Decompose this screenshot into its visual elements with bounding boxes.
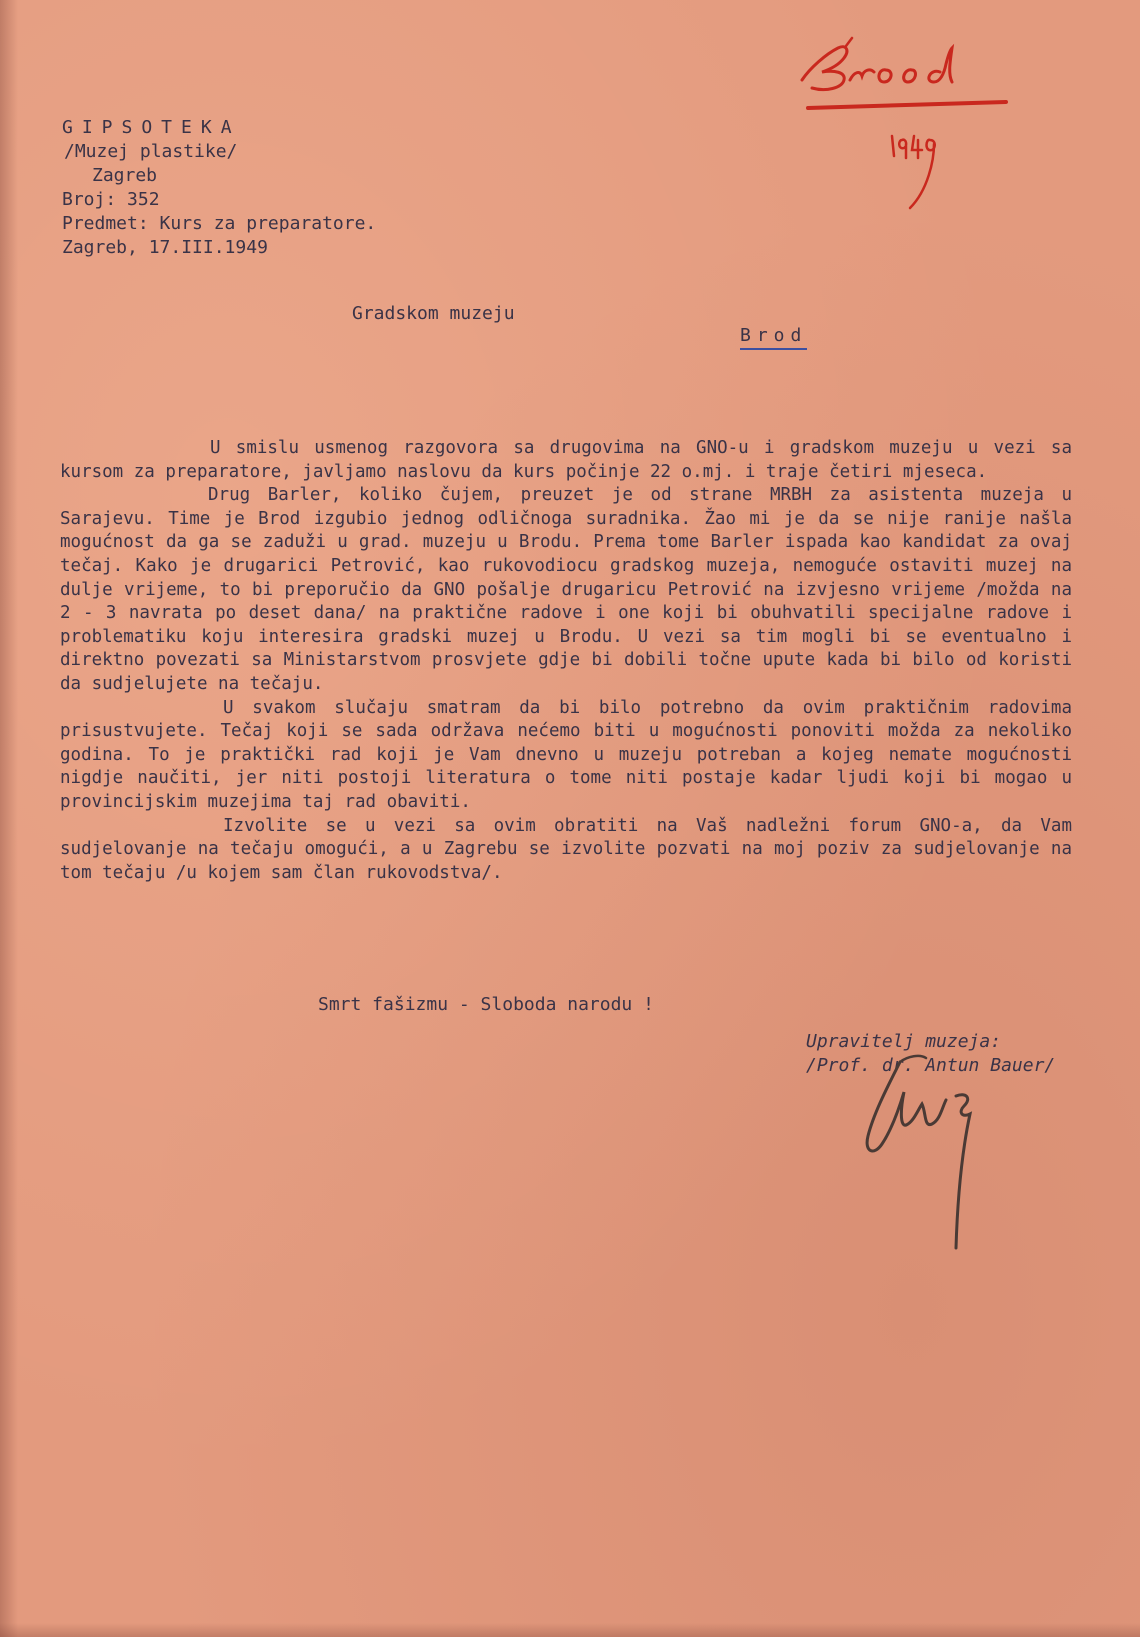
- signatory-title: Upravitelj muzeja:: [806, 1031, 1002, 1052]
- recipient-line: Gradskom muzeju: [352, 303, 515, 324]
- letter-header: [62, 116, 376, 260]
- handwritten-signature: [860, 1052, 1020, 1262]
- recipient-city: Brod: [740, 325, 807, 350]
- institution-name: GIPSOTEKA: [62, 117, 241, 138]
- institution-subtitle: /Muzej plastike/: [64, 141, 238, 162]
- body-paragraph-3: U svakom slučaju smatram da bi bilo potrebno da ovim praktičnim radovima prisustvujete. Tečaj koji se sada održava nećemo biti u mogućnosti ponoviti možda za nekoliko godina. To je praktički rad koji je Vam dnevno u muzeju potreban a kojeg nemate mogućnosti nigdje naučiti, jer niti postoji literatura o tome niti postaje kadar ljudi koji bi mogao u provincijskim muzejima taj rad obaviti.: [60, 697, 1072, 812]
- document-number: Broj: 352: [62, 189, 160, 210]
- page-bottom-shadow: [0, 1623, 1140, 1637]
- document-subject: Predmet: Kurs za preparatore.: [62, 213, 377, 234]
- page-edge-shadow: [0, 0, 18, 1637]
- body-paragraph-4: Izvolite se u vezi sa ovim obratiti na Vaš nadležni forum GNO-a, da Vam sudjelovanje na tečaju omogući, a u Zagrebu se izvolite pozvati na moj poziv za sudjelovanje na tom tečaju /u kojem sam član rukovodstva/.: [60, 815, 1072, 883]
- institution-city: Zagreb: [92, 165, 158, 186]
- body-paragraph-1: U smislu usmenog razgovora sa drugovima na GNO-u i gradskom muzeju u vezi sa kursom za preparatore, javljamo naslovu da kurs počinje 22 o.mj. i traje četiri mjeseca.: [60, 438, 1072, 482]
- letter-body: [60, 437, 1072, 885]
- handwritten-brod-annotation: [790, 28, 1020, 128]
- document-date: Zagreb, 17.III.1949: [62, 237, 268, 258]
- handwritten-year-annotation: [888, 130, 968, 230]
- closing-salutation: Smrt fašizmu - Sloboda narodu !: [318, 994, 654, 1015]
- signatory-name: /Prof. dr. Antun Bauer/: [806, 1055, 1056, 1076]
- body-paragraph-2: Drug Barler, koliko čujem, preuzet je od strane MRBH za asistenta muzeja u Sarajevu. Time je Brod izgubio jednog odličnoga suradnika. Žao mi je da se nije ranije našla mogućnost da ga se zaduži u grad. muzeju u Brodu. Prema tome Barler ispada kao kandidat za ovaj tečaj. Kako je drugarici Petrović, kao rukovodiocu gradskog muzeja, nemoguće ostaviti muzej na dulje vrijeme, to bi preporučio da GNO pošalje drugaricu Petrović na izvjesno vrijeme /možda na 2 - 3 navrata po deset dana/ na praktične radove i one koji bi obuhvatili specijalne radove i problematiku koju interesira gradski muzej u Brodu. U vezi sa tim mogli bi se eventualno i direktno povezati sa Ministarstvom prosvjete gdje bi dobili točne upute kada bi bilo od koristi da sudjelujete na tečaju.: [60, 485, 1072, 694]
